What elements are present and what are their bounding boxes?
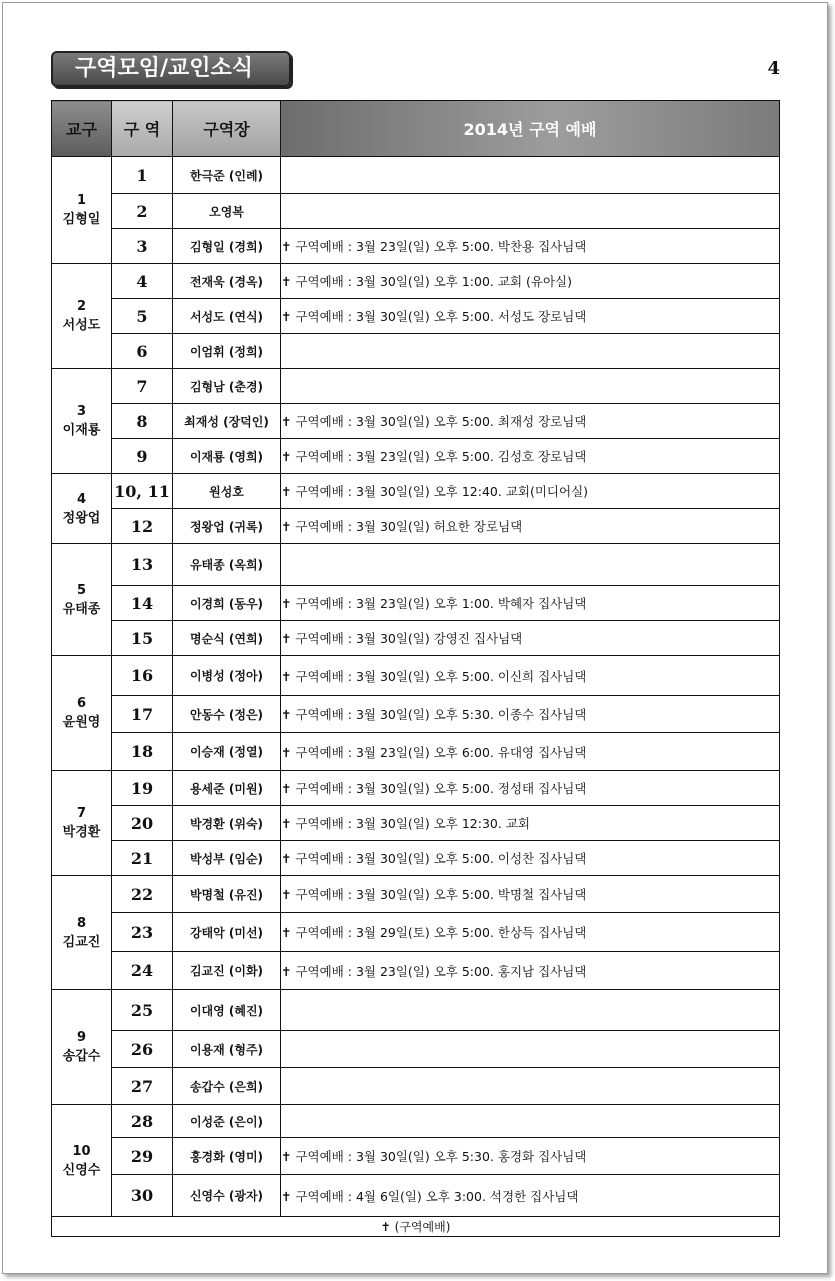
table-row <box>52 656 780 696</box>
parish-number: 4 <box>76 491 87 507</box>
table-row <box>52 404 780 439</box>
parish-number: 8 <box>76 915 87 931</box>
parish-number: 6 <box>76 696 87 711</box>
header-leader: 구역장 <box>173 101 281 157</box>
cross-icon: ✝ <box>281 596 292 611</box>
parish-name: 김교진 <box>62 934 101 950</box>
table-row <box>52 952 780 990</box>
service-info <box>281 621 780 656</box>
parish-cell <box>52 369 112 474</box>
table-row <box>52 990 780 1031</box>
table-row <box>52 1031 780 1068</box>
parish-number: 2 <box>76 299 87 314</box>
district-number: 18 <box>112 733 173 771</box>
footnote-text: (구역예배) <box>394 1220 451 1234</box>
service-info <box>281 771 780 806</box>
district-leader: 원성호 <box>173 474 281 509</box>
parish-cell <box>52 264 112 369</box>
service-text: 구역예배 : 3월 30일(일) 허요한 장로님댁 <box>295 519 523 534</box>
cross-icon: ✝ <box>281 887 292 902</box>
service-info <box>281 1031 780 1068</box>
table-row <box>52 1105 780 1138</box>
district-number: 10, 11 <box>112 474 173 509</box>
table-row <box>52 509 780 544</box>
district-number: 24 <box>112 952 173 990</box>
parish-cell <box>52 990 112 1105</box>
parish-number: 10 <box>72 1143 91 1159</box>
service-text: 구역예배 : 3월 30일(일) 오후 5:00. 서성도 장로님댁 <box>295 309 587 324</box>
table-row <box>52 1175 780 1217</box>
district-leader: 유태종 (옥희) <box>173 544 281 586</box>
table-row <box>52 1068 780 1105</box>
cross-icon: ✝ <box>281 707 292 722</box>
service-text: 구역예배 : 3월 30일(일) 강영진 집사님댁 <box>295 631 523 646</box>
district-leader: 김형일 (경희) <box>173 229 281 264</box>
service-info <box>281 696 780 733</box>
district-number: 5 <box>112 299 173 334</box>
parish-cell <box>52 876 112 990</box>
service-text: 구역예배 : 3월 30일(일) 오후 5:00. 최재성 장로님댁 <box>295 414 587 429</box>
service-text: 구역예배 : 3월 23일(일) 오후 6:00. 유대영 집사님댁 <box>295 744 587 760</box>
district-leader: 이재룡 (영희) <box>173 439 281 474</box>
table-row <box>52 299 780 334</box>
district-leader: 안동수 (정은) <box>173 696 281 733</box>
service-text: 구역예배 : 3월 30일(일) 오후 1:00. 교회 (유아실) <box>295 274 572 289</box>
table-row <box>52 1138 780 1175</box>
cross-icon: ✝ <box>281 925 292 940</box>
parish-number: 5 <box>76 582 87 598</box>
parish-cell <box>52 157 112 264</box>
service-info <box>281 439 780 474</box>
service-info <box>281 299 780 334</box>
service-info <box>281 806 780 841</box>
parish-name: 이재룡 <box>62 423 101 438</box>
district-leader: 홍경화 (영미) <box>173 1138 281 1175</box>
table-row <box>52 474 780 509</box>
district-number: 12 <box>112 509 173 544</box>
service-text: 구역예배 : 3월 30일(일) 오후 5:30. 이종수 집사님댁 <box>295 707 587 722</box>
service-info <box>281 194 780 229</box>
district-leader: 이경희 (동우) <box>173 586 281 621</box>
cross-icon: ✝ <box>281 239 292 254</box>
district-leader: 신영수 (광자) <box>173 1175 281 1217</box>
parish-cell <box>52 656 112 771</box>
service-info <box>281 404 780 439</box>
table-row <box>52 369 780 404</box>
district-number: 7 <box>112 369 173 404</box>
service-info <box>281 876 780 913</box>
district-number: 19 <box>112 771 173 806</box>
district-number: 29 <box>112 1138 173 1175</box>
cross-icon: ✝ <box>281 668 292 684</box>
service-info <box>281 586 780 621</box>
district-leader: 오영복 <box>173 194 281 229</box>
parish-name: 서성도 <box>62 318 101 333</box>
service-text: 구역예배 : 3월 30일(일) 오후 5:30. 홍경화 집사님댁 <box>295 1149 587 1164</box>
table-row <box>52 194 780 229</box>
district-number: 9 <box>112 439 173 474</box>
cross-icon: ✝ <box>281 1149 292 1164</box>
cross-icon: ✝ <box>281 631 292 646</box>
service-info <box>281 913 780 952</box>
header-service: 2014년 구역 예배 <box>281 101 780 157</box>
service-text: 구역예배 : 3월 30일(일) 오후 5:00. 박명철 집사님댁 <box>295 887 587 902</box>
parish-cell <box>52 771 112 876</box>
district-leader: 이대영 (혜진) <box>173 990 281 1031</box>
parish-number: 3 <box>76 404 87 419</box>
district-schedule-table <box>51 100 780 1237</box>
section-title: 구역모임/교인소식 <box>51 51 291 87</box>
district-leader: 전재욱 (경옥) <box>173 264 281 299</box>
service-info <box>281 334 780 369</box>
district-number: 4 <box>112 264 173 299</box>
service-text: 구역예배 : 4월 6일(일) 오후 3:00. 석경한 집사님댁 <box>295 1188 579 1204</box>
table-row <box>52 806 780 841</box>
service-info <box>281 229 780 264</box>
table-row <box>52 586 780 621</box>
service-info <box>281 1138 780 1175</box>
district-number: 26 <box>112 1031 173 1068</box>
service-info <box>281 656 780 696</box>
district-number: 6 <box>112 334 173 369</box>
service-text: 구역예배 : 3월 30일(일) 오후 5:00. 이성찬 집사님댁 <box>295 851 587 866</box>
district-number: 21 <box>112 841 173 876</box>
district-leader: 김형남 (춘경) <box>173 369 281 404</box>
district-leader: 이용재 (형주) <box>173 1031 281 1068</box>
service-info <box>281 157 780 194</box>
table-row <box>52 621 780 656</box>
table-row <box>52 841 780 876</box>
parish-cell <box>52 544 112 656</box>
district-number: 13 <box>112 544 173 586</box>
cross-icon: ✝ <box>281 744 292 760</box>
service-info <box>281 369 780 404</box>
parish-name: 송갑수 <box>62 1049 101 1064</box>
parish-name: 김형일 <box>62 212 101 227</box>
district-leader: 이병성 (정아) <box>173 656 281 696</box>
parish-number: 1 <box>76 193 87 208</box>
district-leader: 한극준 (인례) <box>173 157 281 194</box>
service-text: 구역예배 : 3월 23일(일) 오후 5:00. 홍지남 집사님댁 <box>295 963 587 979</box>
parish-cell <box>52 1105 112 1217</box>
header-district: 구 역 <box>112 101 173 157</box>
district-leader: 송갑수 (은희) <box>173 1068 281 1105</box>
table-row <box>52 544 780 586</box>
service-text: 구역예배 : 3월 30일(일) 오후 12:30. 교회 <box>295 816 530 831</box>
schedule-body <box>52 157 780 1217</box>
district-number: 17 <box>112 696 173 733</box>
table-row <box>52 229 780 264</box>
district-number: 14 <box>112 586 173 621</box>
table-row <box>52 264 780 299</box>
district-number: 28 <box>112 1105 173 1138</box>
district-leader: 이성준 (은이) <box>173 1105 281 1138</box>
service-info <box>281 474 780 509</box>
header-parish: 교구 <box>52 101 112 157</box>
service-info <box>281 1105 780 1138</box>
service-text: 구역예배 : 3월 23일(일) 오후 5:00. 박찬용 집사님댁 <box>295 239 587 254</box>
district-leader: 박명철 (유진) <box>173 876 281 913</box>
footnote-row <box>52 1217 780 1237</box>
district-number: 2 <box>112 194 173 229</box>
service-info <box>281 1175 780 1217</box>
cross-icon: ✝ <box>380 1220 391 1234</box>
service-text: 구역예배 : 3월 30일(일) 오후 5:00. 정성태 집사님댁 <box>295 781 587 796</box>
service-text: 구역예배 : 3월 30일(일) 오후 12:40. 교회(미디어실) <box>295 484 589 499</box>
parish-name: 윤원영 <box>62 715 101 730</box>
service-info <box>281 264 780 299</box>
parish-name: 유태종 <box>62 601 101 617</box>
district-number: 3 <box>112 229 173 264</box>
table-header-row <box>52 101 780 157</box>
table-row <box>52 696 780 733</box>
table-row <box>52 439 780 474</box>
footnote <box>52 1217 780 1237</box>
service-info <box>281 733 780 771</box>
cross-icon: ✝ <box>281 963 292 979</box>
cross-icon: ✝ <box>281 851 292 866</box>
service-info <box>281 990 780 1031</box>
district-leader: 최재성 (장덕인) <box>173 404 281 439</box>
cross-icon: ✝ <box>281 781 292 796</box>
table-row <box>52 771 780 806</box>
district-number: 16 <box>112 656 173 696</box>
district-number: 25 <box>112 990 173 1031</box>
table-row <box>52 334 780 369</box>
service-text: 구역예배 : 3월 23일(일) 오후 5:00. 김성호 장로님댁 <box>295 449 587 464</box>
service-info <box>281 509 780 544</box>
district-leader: 이승재 (정열) <box>173 733 281 771</box>
table-row <box>52 157 780 194</box>
district-leader: 김교진 (이화) <box>173 952 281 990</box>
table-row <box>52 913 780 952</box>
table-row <box>52 876 780 913</box>
district-number: 8 <box>112 404 173 439</box>
parish-name: 신영수 <box>62 1162 101 1178</box>
cross-icon: ✝ <box>281 519 292 534</box>
district-leader: 서성도 (연식) <box>173 299 281 334</box>
service-text: 구역예배 : 3월 23일(일) 오후 1:00. 박혜자 집사님댁 <box>295 596 587 611</box>
service-text: 구역예배 : 3월 29일(토) 오후 5:00. 한상득 집사님댁 <box>295 925 587 940</box>
district-number: 23 <box>112 913 173 952</box>
district-number: 30 <box>112 1175 173 1217</box>
cross-icon: ✝ <box>281 484 292 499</box>
service-info <box>281 544 780 586</box>
page-number: 4 <box>767 58 780 79</box>
cross-icon: ✝ <box>281 449 292 464</box>
district-leader: 강태악 (미선) <box>173 913 281 952</box>
cross-icon: ✝ <box>281 414 292 429</box>
district-leader: 정왕업 (귀록) <box>173 509 281 544</box>
cross-icon: ✝ <box>281 816 292 831</box>
cross-icon: ✝ <box>281 309 292 324</box>
service-info <box>281 1068 780 1105</box>
district-leader: 박성부 (임순) <box>173 841 281 876</box>
service-info <box>281 952 780 990</box>
district-number: 27 <box>112 1068 173 1105</box>
district-leader: 용세준 (미원) <box>173 771 281 806</box>
district-number: 1 <box>112 157 173 194</box>
district-leader: 이엄휘 (정희) <box>173 334 281 369</box>
parish-number: 9 <box>76 1030 87 1045</box>
service-info <box>281 841 780 876</box>
district-number: 20 <box>112 806 173 841</box>
district-leader: 명순식 (연희) <box>173 621 281 656</box>
district-number: 22 <box>112 876 173 913</box>
service-text: 구역예배 : 3월 30일(일) 오후 5:00. 이신희 집사님댁 <box>295 668 587 684</box>
parish-cell <box>52 474 112 544</box>
parish-number: 7 <box>76 806 87 821</box>
district-leader: 박경환 (위숙) <box>173 806 281 841</box>
cross-icon: ✝ <box>281 274 292 289</box>
table-row <box>52 733 780 771</box>
district-number: 15 <box>112 621 173 656</box>
parish-name: 정왕업 <box>62 510 101 526</box>
cross-icon: ✝ <box>281 1188 292 1204</box>
parish-name: 박경환 <box>62 825 101 840</box>
